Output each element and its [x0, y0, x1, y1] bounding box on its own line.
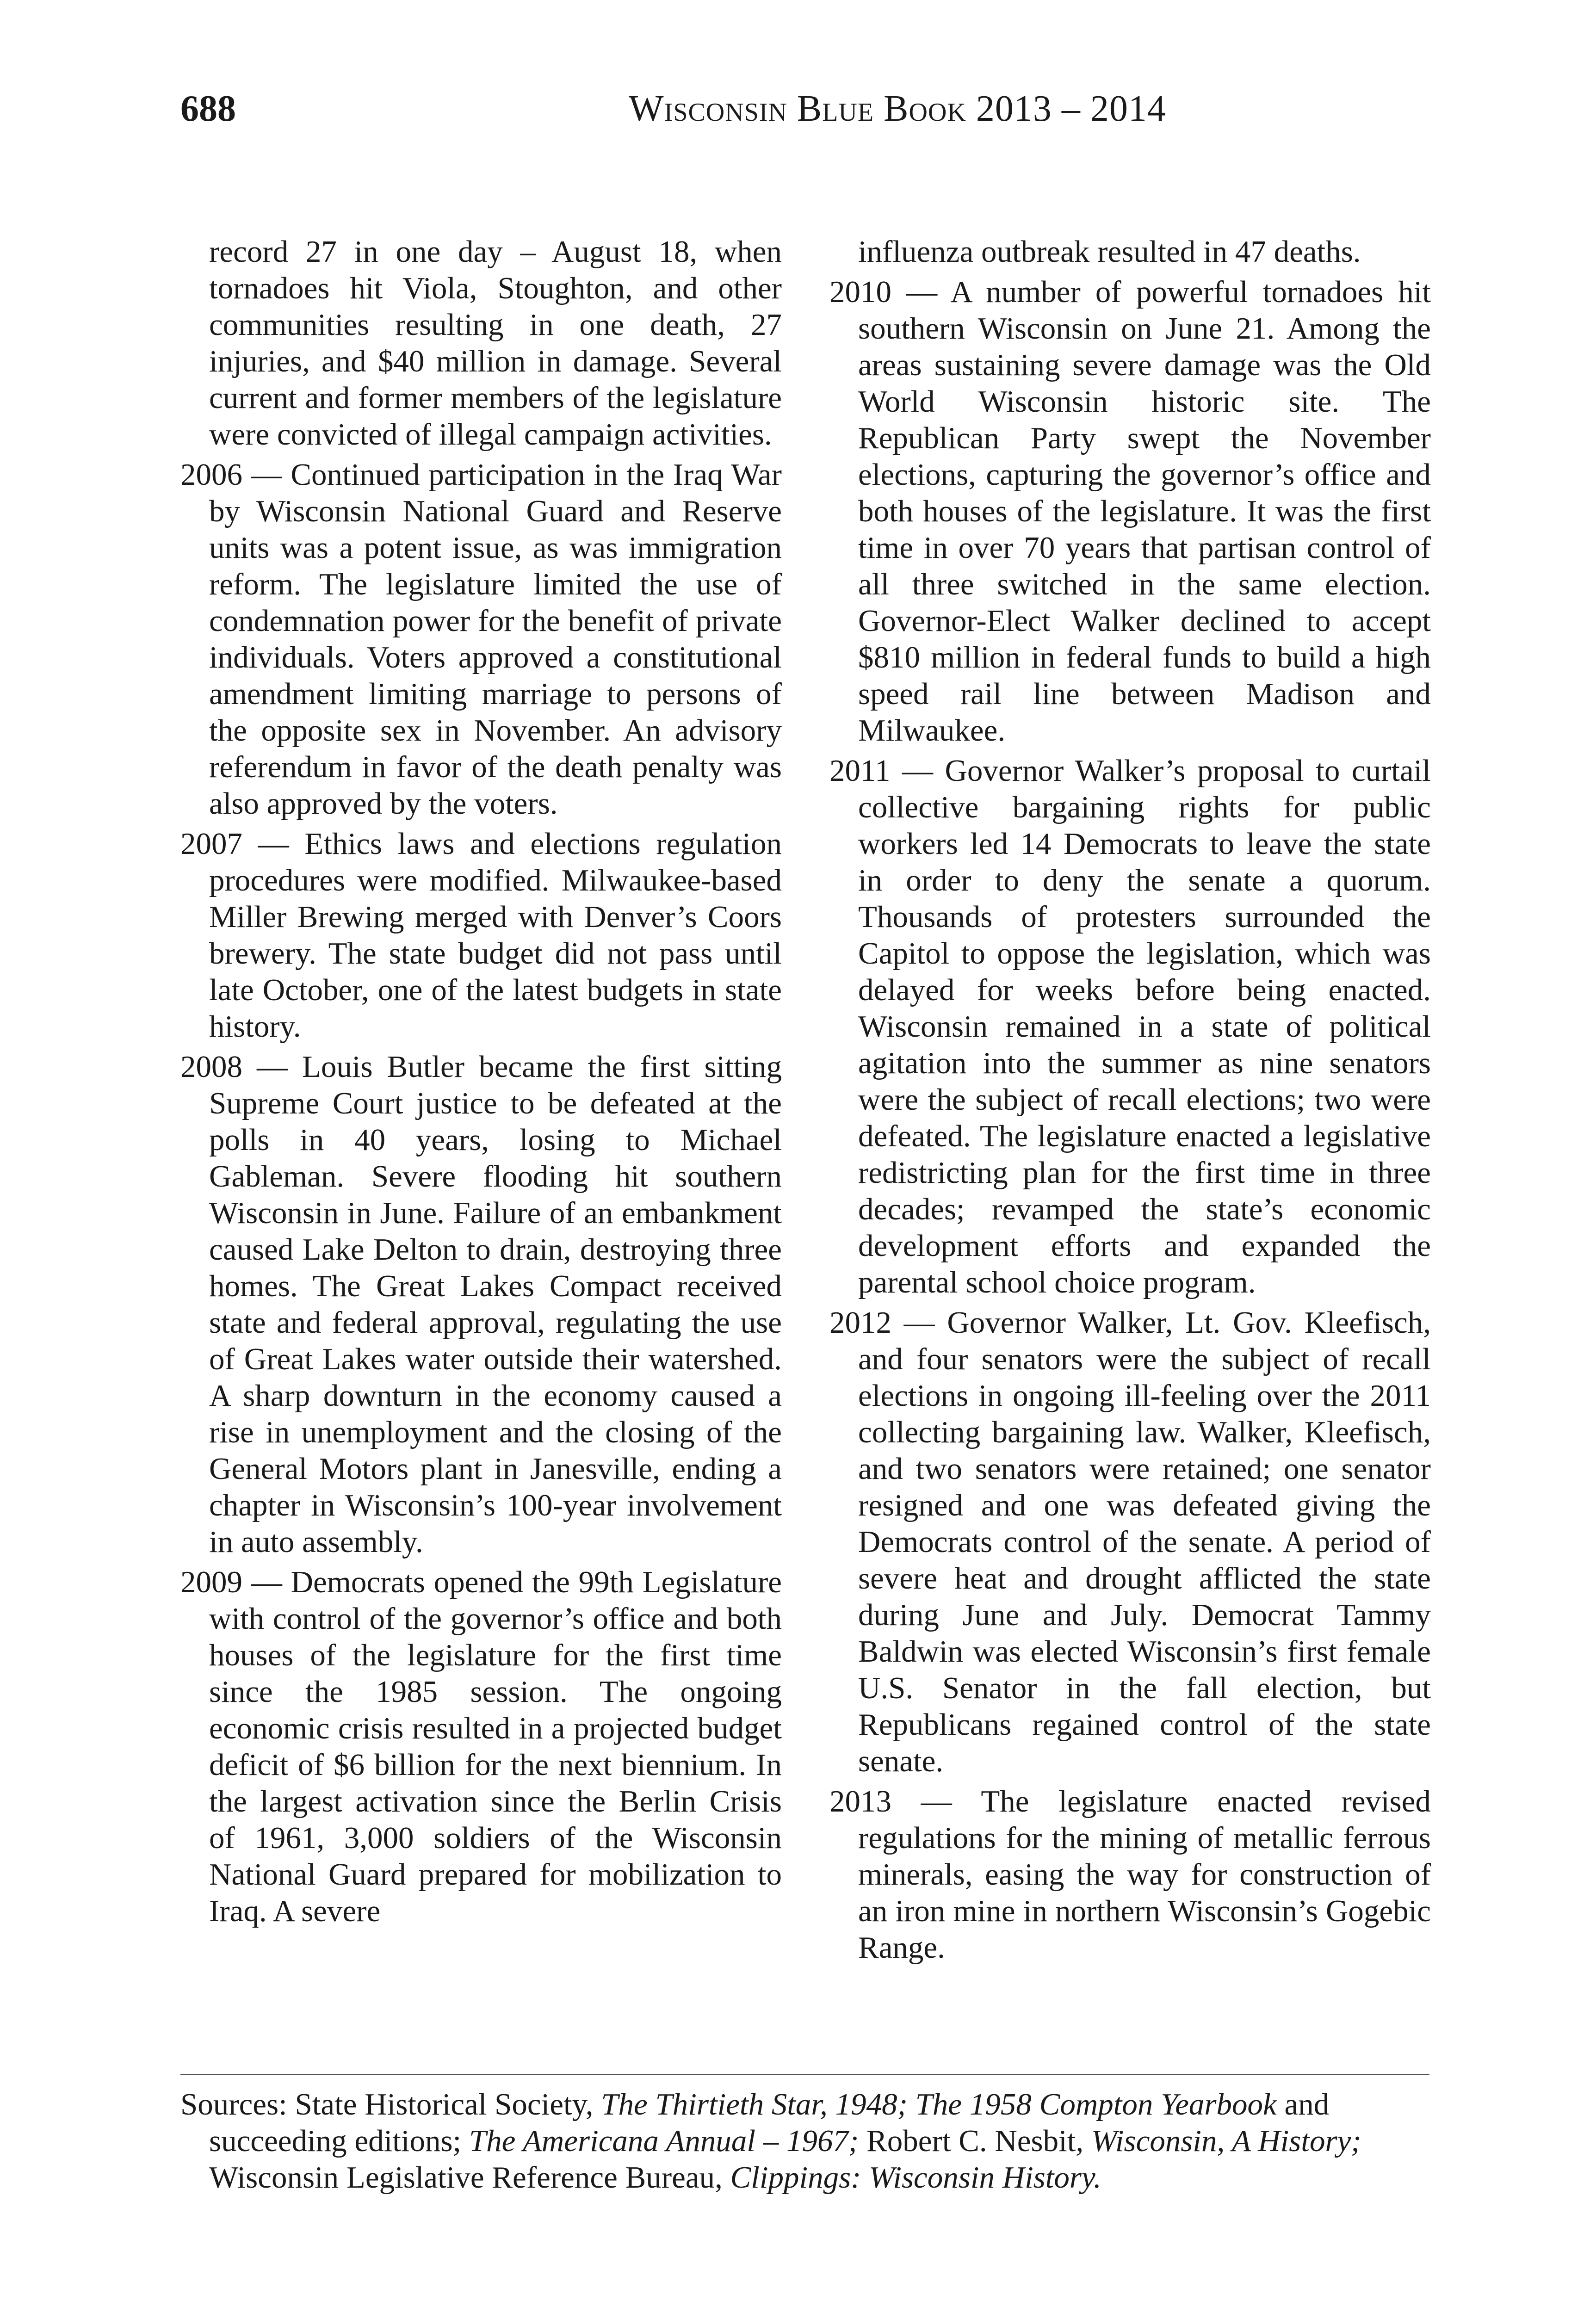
sources-prefix: Sources: State Historical Society,	[180, 2087, 601, 2121]
timeline-entry-2012: 2012 — Governor Walker, Lt. Gov. Kleefisch, and four senators were the subject of recall elections in ongoing ill-feeling over the 2011 collecting bargaining law. Walker, Kleefisch, and two senators were retained; one senator resigned and one was defeated giving the Democrats control of the senate. A period of severe heat and drought afflicted the state during June and July. Democrat Tammy Baldwin was elected Wisconsin’s first female U.S. Senator in the fall election, but Republicans regained control of the state senate.	[829, 1305, 1431, 1778]
running-head: Wisconsin Blue Book 2013 – 2014	[629, 88, 1166, 129]
timeline-entry-2006: 2006 — Continued participation in the Iraq War by Wisconsin National Guard and Reserve units was a potent issue, as was immigration reform. The legislature limited the use of condemnation power for the benefit of private individuals. Voters approved a constitutional amendment limiting marriage to persons of the opposite sex in November. An advisory referendum in favor of the death penalty was also approved by the voters.	[180, 458, 782, 821]
timeline-entry-2010: 2010 — A number of powerful tornadoes hit southern Wisconsin on June 21. Among the areas sustaining severe damage was the Old World Wisconsin historic site. The Republican Party swept the November elections, capturing the governor’s office and both houses of the legislature. It was the first time in over 70 years that partisan control of all three switched in the same election. Governor-Elect Walker declined to accept $810 million in federal funds to build a high speed rail line between Madison and Milwaukee.	[829, 275, 1431, 748]
continued-entry-text: record 27 in one day – August 18, when tornadoes hit Viola, Stoughton, and other communities resulting in one death, 27 injuries, and $40 million in damage. Several current and former members of the legislature were convicted of illegal campaign activities.	[209, 235, 782, 451]
left-column	[180, 234, 782, 1933]
page-number: 688	[180, 88, 236, 129]
source-title: Clippings: Wisconsin History.	[730, 2160, 1101, 2195]
timeline-entry-2008: 2008 — Louis Butler became the first sitting Supreme Court justice to be defeated at the polls in 40 years, losing to Michael Gableman. Severe flooding hit southern Wisconsin in June. Failure of an embankment caused Lake Delton to drain, destroying three homes. The Great Lakes Compact received state and federal approval, regulating the use of Great Lakes water outside their watershed. A sharp downturn in the economy caused a rise in unemployment and the closing of the General Motors plant in Janesville, ending a chapter in Wisconsin’s 100-year involvement in auto assembly.	[180, 1050, 782, 1559]
sources-text: Wisconsin Legislative Reference Bureau,	[209, 2160, 730, 2195]
page-header	[180, 90, 1439, 146]
timeline-entry-2009: 2009 — Democrats opened the 99th Legislature with control of the governor’s office and both houses of the legislature for the first time since the 1985 session. The ongoing economic crisis resulted in a projected budget deficit of $6 billion for the next biennium. In the largest activation since the Berlin Crisis of 1961, 3,000 soldiers of the Wisconsin National Guard prepared for mobilization to Iraq. A severe	[180, 1565, 782, 1928]
sources-note	[180, 2086, 1429, 2196]
footnote-divider	[180, 2074, 1429, 2075]
source-title: The Thirtieth Star, 1948; The 1958 Compton Yearbook	[601, 2087, 1277, 2121]
timeline-entry-2011: 2011 — Governor Walker’s proposal to curtail collective bargaining rights for public workers led 14 Democrats to leave the state in order to deny the senate a quorum. Thousands of protesters surrounded the Capitol to oppose the legislation, which was delayed for weeks before being enacted. Wisconsin remained in a state of political agitation into the summer as nine senators were the subject of recall elections; two were defeated. The legislature enacted a legislative redistricting plan for the first time in three decades; revamped the state’s economic development efforts and expanded the parental school choice program.	[829, 754, 1431, 1299]
timeline-entry-2007: 2007 — Ethics laws and elections regulation procedures were modified. Milwaukee-based Miller Brewing merged with Denver’s Coors brewery. The state budget did not pass until late October, one of the latest budgets in state history.	[180, 827, 782, 1044]
sources-text: Robert C. Nesbit	[859, 2124, 1076, 2158]
sources-text: and succeeding editions;	[209, 2087, 1330, 2158]
continued-entry-text: influenza outbreak resulted in 47 deaths.	[858, 235, 1361, 269]
right-column	[829, 234, 1431, 1970]
source-title: The Americana Annual – 1967;	[469, 2124, 859, 2158]
timeline-entry-2013: 2013 — The legislature enacted revised regulations for the mining of metallic ferrous minerals, easing the way for construction of an iron mine in northern Wisconsin’s Gogebic Range.	[829, 1784, 1431, 1965]
source-title: , Wisconsin, A History;	[1076, 2124, 1361, 2158]
